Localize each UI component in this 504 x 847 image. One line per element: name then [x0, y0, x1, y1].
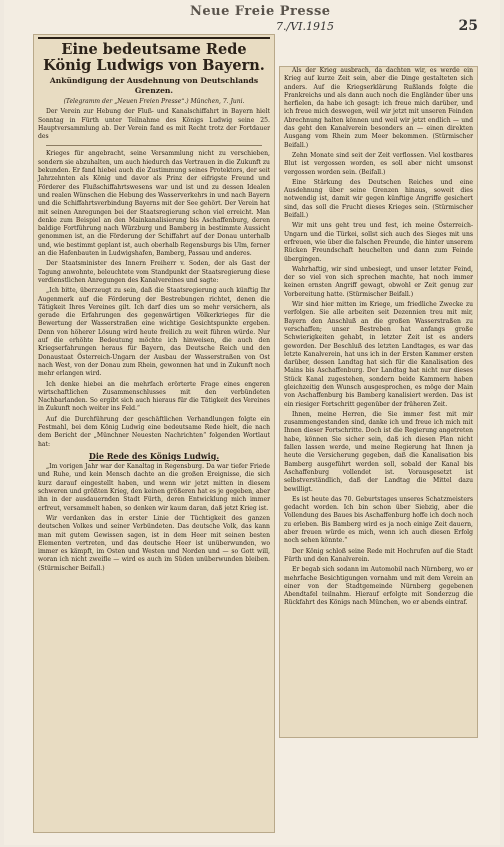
- paragraph: Ich denke hiebei an die mehrfach erörterte Frage eines engeren wirtschaftlichen Zusammenschlusses mit den verbündeten Nachbarlanden. So ergibt sich auch hieraus für die Tätigkeit des Vereines in Zukunft noch weiter ins Feld.“: [38, 380, 270, 413]
- right-column-text: [280, 67, 477, 737]
- paragraph: Eine Stärkung des Deutschen Reiches und eine Ausdehnung über seine Grenzen hinaus, soweit dies notwendig ist, damit wir gegen künftige Angriffe gesichert sind, das soll die Frucht dieses Krieges sein. (Stürmischer Beifall.): [284, 178, 473, 220]
- paragraph: Wahrhaftig, wir sind unbesiegt, und unser letzter Feind, der so viel von sich sprechen machte, hat noch immer keinen ernsten Angriff gewagt, obwohl er Zeit genug zur Vorbereitung hatte. (Stürmischer Beifall.): [284, 265, 473, 298]
- page-number: 25: [458, 18, 478, 34]
- paragraph: Krieges für angebracht, seine Versammlung nicht zu verschieben, sondern sie abzuhalten, um auch hiedurch das Vertrauen in die Zukunft zu bekunden. Er fand hiebei auch die Zustimmung seines Protektors, der seit Jahrzehnten als König und davor als Prinz der eifrigste Freund und Förderer des Flußschiffahrtswesens war und ist und zu dessen Idealen und realen Wünschen die Hebung des Wasserverkehrs in und nach Bayern und die Schiffahrtsverbindung Bayerns mit der See gehört. Der Verein hat mit seinen Anregungen bei der Staatsregierung schon viel erreicht. Man denke zum Beispiel an den Mainkanalisierung bis Aschaffenburg, deren baldige Fortführung nach Würzburg und Bamberg in bestimmte Aussicht genommen ist, an die Förderung der Schiffahrt auf der Donau unterhalb und, wie bestimmt geplant ist, auch oberhalb Regensburgs bis Ulm, ferner an die Hafenbauten in Ludwigshafen, Bamberg, Passau und anderes.: [38, 150, 270, 258]
- left-column-text: [34, 35, 274, 832]
- paragraph: Der Staatsminister des Innern Freiherr v. Soden, der als Gast der Tagung anwohnte, beleuchtete vom Standpunkt der Staatsregierung diese verdienstlichen Anregungen des Kanalvereines und sagte:: [38, 260, 270, 284]
- paragraph: Wir sind hier mitten im Kriege, um friedliche Zwecke zu verfolgen. Sie alle arbeiten seit Dezennien treu mit mir, Bayern den Anschluß an die großen Wasserstraßen zu verschaffen; unser Bestreben hat anfangs große Schwierigkeiten gehabt, in letzter Zeit ist es anders geworden. Der Beschluß des letzten Landtages, es war das letzte Kanalverein, hat uns ich in der Ersten Kammer ersten darüber, dessen Landtag hat sich für die Kanalisation des Mains bis Aschaffenburg. Der Landtag hat nicht nur dieses Stück Kanal zugestehen, sondern beide Kammern haben gleichzeitig den Wunsch ausgesprochen, es möge der Main von Aschaffenburg bis Bamberg kanalisiert werden. Das ist ein riesiger Fortschritt gegenüber der früheren Zeit.: [284, 301, 473, 408]
- newspaper-title: Neue Freie Presse: [190, 4, 331, 19]
- section-title: Die Rede des Königs Ludwig.: [88, 450, 220, 461]
- handwritten-date: 7./VI.1915: [276, 20, 334, 33]
- paragraph: „Im vorigen Jahr war der Kanaltag in Regensburg. Da war tiefer Friede und Ruhe, und kein Mensch dachte an die großen Ereignisse, die sich kurz darauf eingestellt haben, und wenn wir jetzt mitten in diesem schweren und größten Krieg, den keinen größeren hat es je gegeben, aber ihn in der ausdauernden Stadt Fürth, deren Entwicklung mich immer erfreut, versammelt haben, so denken wir kaum daran, daß jetzt Krieg ist.: [38, 463, 270, 512]
- paragraph: Wir mit uns geht treu und fest, ich meine Österreich-Ungarn und die Türkei, sollst sich auch des Sieges mit uns erfreuen, wie über die falschen Freunde, die hinter unserem Rücken Freundschaft heuchelten und dann zum Feinde übergingen.: [284, 222, 473, 263]
- clipping-right-column: [279, 66, 478, 738]
- paragraph: Er begab sich sodann im Automobil nach Nürnberg, wo er mehrfache Besichtigungen vornahm und mit dem Verein an einer von der Stadtgemeinde Nürnberg gegebenen Abendtafel teilnahm. Hierauf erfolgte mit Sonderzug die Rückfahrt des Königs nach München, wo er abends eintraf.: [284, 566, 473, 607]
- paragraph: Es ist heute das 70. Geburtstages unseres Schatzmeisters gedacht worden. Ich bin schon über Siebzig, aber die Vollendung des Baues bis Aschaffenburg hoffe ich doch noch zu erleben. Bis Bamberg wird es ja noch einige Zeit dauern, aber freuen würde es mich, wenn ich auch diesen Erfolg noch sehen könnte.“: [284, 495, 473, 545]
- article-headline: Eine bedeutsame Rede König Ludwigs von Bayern.: [38, 37, 270, 73]
- paragraph: Auf die Durchführung der geschäftlichen Verhandlungen folgte ein Festmahl, bei dem König Ludwig eine bedeutsame Rede hielt, die nach dem Bericht der „Münchner Neuesten Nachrichten“ folgenden Wortlaut hat:: [38, 415, 270, 448]
- clipping-left-column: [33, 34, 275, 833]
- divider-line: [46, 145, 262, 146]
- article-subheadline: Ankündigung der Ausdehnung von Deutschlands Grenzen.: [49, 76, 259, 95]
- article-dateline: (Telegramm der „Neuen Freien Presse“.) München, 7. Juni.: [63, 98, 245, 105]
- paragraph: Der König schloß seine Rede mit Hochrufen auf die Stadt Fürth und den Kanalverein.: [284, 547, 473, 563]
- paragraph: Zehn Monate sind seit der Zeit verflossen. Viel kostbares Blut ist vergossen worden, es soll aber nicht umsonst vergossen worden sein. (Beifall.): [284, 151, 473, 176]
- paragraph: Ihnen, meine Herren, die Sie immer fest mit mir zusammengestanden sind, danke ich und freue ich mich mit Ihnen dieser Fortschritte. Doch ist die Regierung angetreten habe, können Sie sicher sein, daß ich diesen Plan nicht fallen lassen werde, und meine Regierung hat Ihnen ja heute die Versicherung gegeben, daß die Kanalisation bis Bamberg ausgeführt werden soll, sobald der Kanal bis Aschaffenburg vollendet ist. Vorausgesetzt ist selbstverständlich, daß der Landtag die Mittel dazu bewilligt.: [284, 410, 473, 493]
- paragraph: Als der Krieg ausbrach, da dachten wir, es werde ein Krieg auf kurze Zeit sein, aber die Dinge gestalteten sich anders. Auf die Kriegserklärung Rußlands folgte die Frankreichs und als dann auch noch die Engländer über uns herfielen, da habe ich gesagt: ich freue mich darüber, und ich freue mich deswegen, weil wir jetzt mit unseren Feinden Abrechnung halten können und weil wir jetzt endlich — und das geht den Kanalverein besonders an — einen direkten Ausgang vom Rhein zum Meer bekommen. (Stürmischer Beifall.): [284, 67, 473, 149]
- paragraph: Wir verdanken das in erster Linie der Tüchtigkeit des ganzen deutschen Volkes und seiner Verbündeten. Das deutsche Volk, das kann man mit gutem Gewissen sagen, ist in dem Heer mit seinen besten Elementen vertreten, und das deutsche Heer ist unüberwunden, wo immer es kämpft, im Osten und Westen und Norden und — so Gott will, woran ich nicht zweifle — wird es auch im Süden unüberwunden bleiben. (Stürmischer Beifall.): [38, 514, 270, 572]
- paragraph-intro: Der Verein zur Hebung der Fluß- und Kanalschiffahrt in Bayern hielt Sonntag in Fürth unter Teilnahme des Königs Ludwig seine 25. Hauptversammlung ab. Der Verein fand es mit Recht trotz der Fortdauer des: [38, 108, 270, 141]
- paragraph: „Ich bitte, überzeugt zu sein, daß die Staatsregierung auch künftig Ihr Augenmerk auf die Förderung der Bestrebungen richtet, denen die Tätigkeit Ihres Vereines gilt. Ich darf dies um so mehr versichern, als gerade die Erfahrungen des gegenwärtigen Völkerkrieges für die Bewertung der Wasserstraßen eine wichtige Gesichtspunkte ergeben. Denn von höherer Lösung wird heute freilich zu weit führen würde. Nur auf die erhöhte Bedeutung möchte ich hinweisen, die auch den Kriegserfahrungen heraus für Bayern, das Deutsche Reich und den Donaustaat Österreich-Ungarn der Ausbau der Wasserstraßen von Ost nach West, von der Donau zum Rhein, gewonnen hat und in Zukunft noch mehr erlangen wird.: [38, 287, 270, 378]
